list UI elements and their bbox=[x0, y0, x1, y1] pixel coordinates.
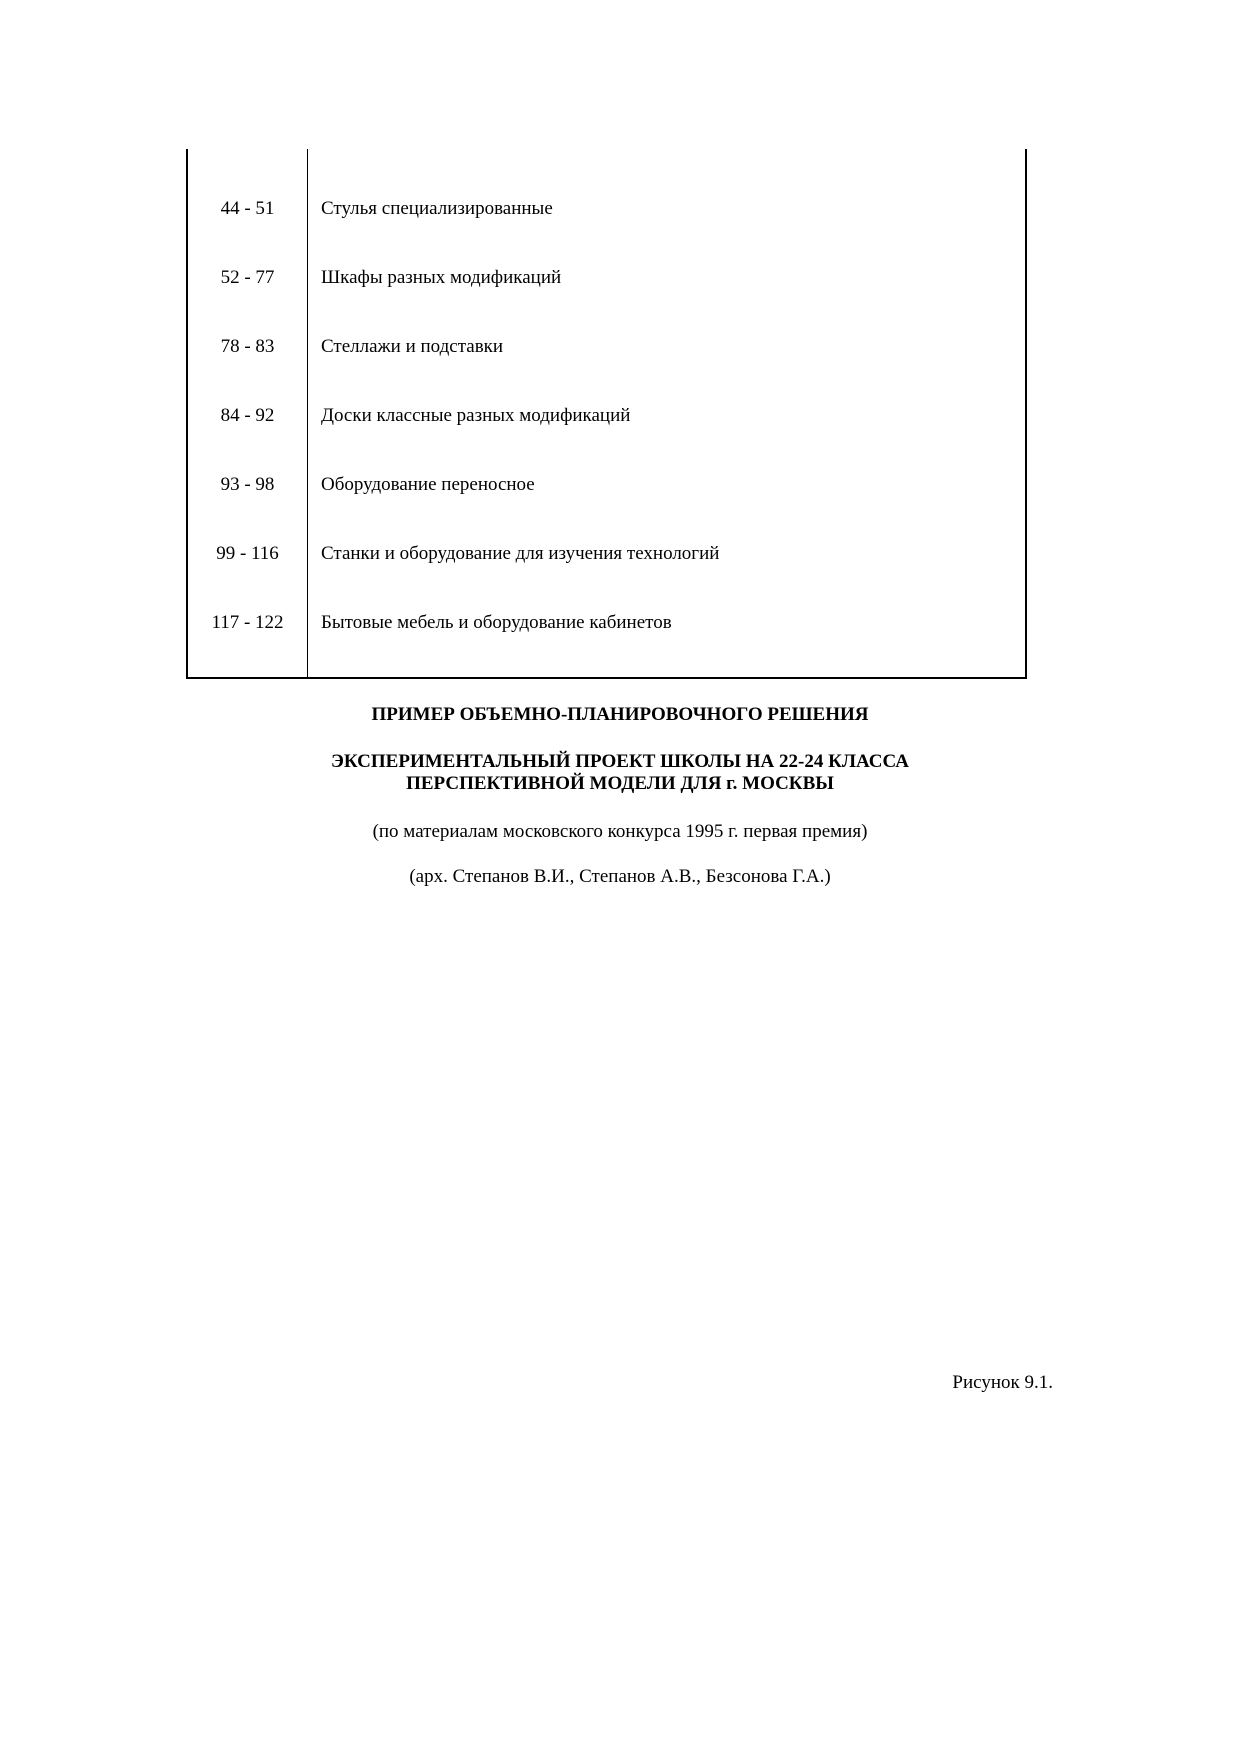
section-title: ПРИМЕР ОБЪЕМНО-ПЛАНИРОВОЧНОГО РЕШЕНИЯ bbox=[371, 704, 869, 725]
row-description: Стеллажи и подставки bbox=[321, 336, 504, 357]
row-description: Бытовые мебель и оборудование кабинетов bbox=[321, 612, 672, 633]
equipment-index-table bbox=[186, 149, 1027, 679]
table-column-divider bbox=[307, 149, 308, 677]
table-row bbox=[188, 174, 1025, 243]
project-subtitle bbox=[0, 751, 1240, 795]
competition-note: (по материалам московского конкурса 1995 г. первая премия) bbox=[372, 821, 868, 842]
row-range: 44 - 51 bbox=[220, 198, 275, 219]
row-range: 78 - 83 bbox=[220, 336, 275, 357]
table-row bbox=[188, 588, 1025, 657]
row-range: 84 - 92 bbox=[220, 405, 275, 426]
row-range: 99 - 116 bbox=[216, 543, 279, 564]
figure-caption: Рисунок 9.1. bbox=[952, 1372, 1053, 1393]
table-row bbox=[188, 450, 1025, 519]
row-description: Станки и оборудование для изучения технологий bbox=[321, 543, 720, 564]
row-description: Доски классные разных модификаций bbox=[321, 405, 631, 426]
table-row bbox=[188, 519, 1025, 588]
row-range: 117 - 122 bbox=[211, 612, 284, 633]
table-row bbox=[188, 381, 1025, 450]
table-row bbox=[188, 312, 1025, 381]
row-description: Оборудование переносное bbox=[321, 474, 535, 495]
architects-note: (арх. Степанов В.И., Степанов А.В., Безсонова Г.А.) bbox=[409, 866, 831, 887]
row-description: Стулья специализированные bbox=[321, 198, 553, 219]
project-subtitle-line2: ПЕРСПЕКТИВНОЙ МОДЕЛИ ДЛЯ г. МОСКВЫ bbox=[406, 773, 834, 794]
row-description: Шкафы разных модификаций bbox=[321, 267, 562, 288]
row-range: 93 - 98 bbox=[220, 474, 275, 495]
row-range: 52 - 77 bbox=[220, 267, 275, 288]
table-row bbox=[188, 243, 1025, 312]
project-subtitle-line1: ЭКСПЕРИМЕНТАЛЬНЫЙ ПРОЕКТ ШКОЛЫ НА 22-24 КЛАССА bbox=[330, 751, 909, 772]
